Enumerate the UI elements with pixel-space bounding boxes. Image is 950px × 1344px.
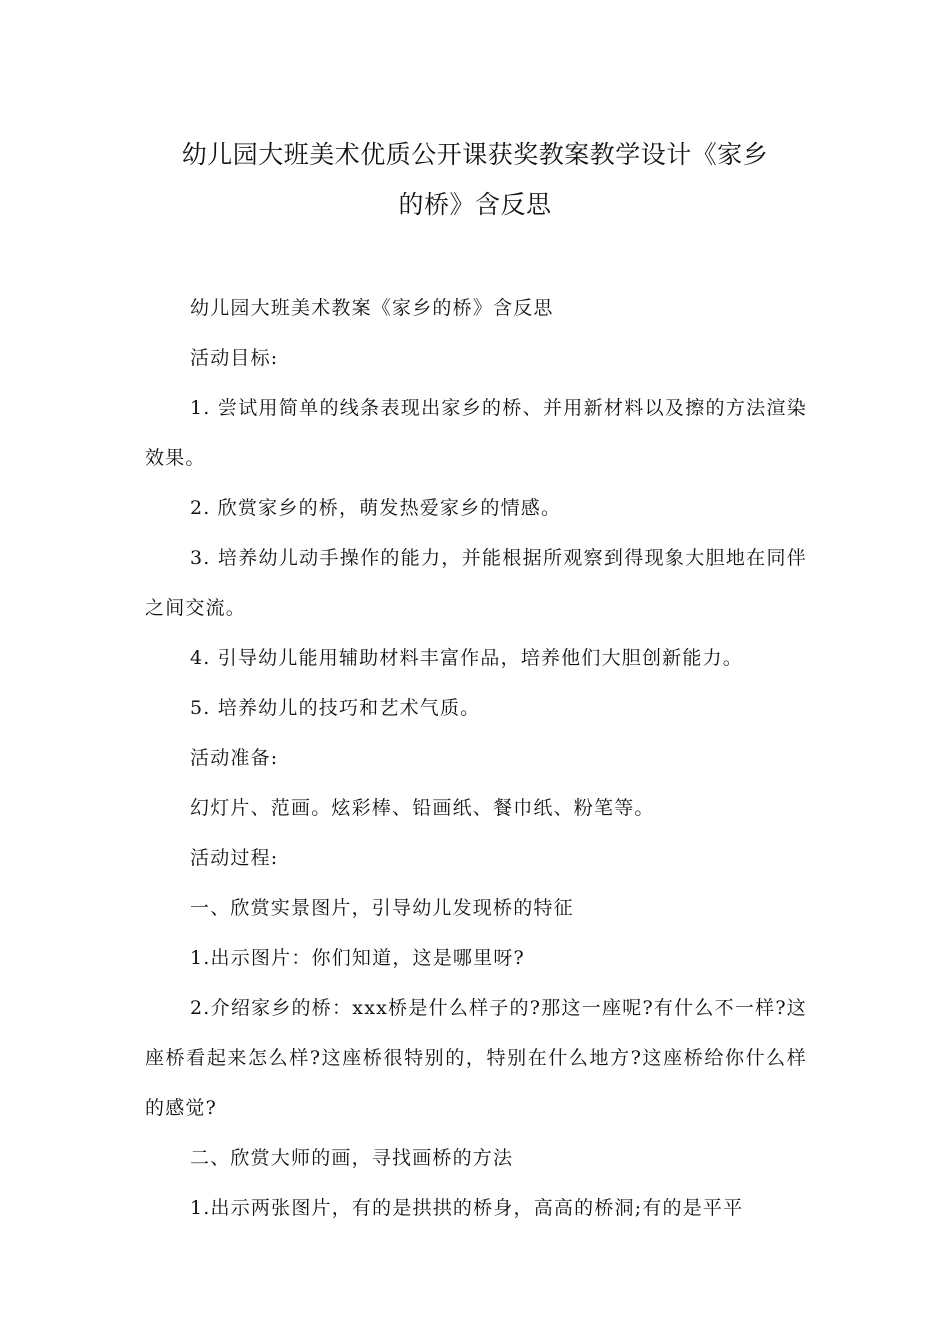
title-line-2: 的桥》含反思 bbox=[398, 190, 552, 219]
title-line-1: 幼儿园大班美术优质公开课获奖教案教学设计《家乡 bbox=[181, 140, 769, 169]
document-body bbox=[145, 283, 807, 1233]
paragraph-prep-items: 幻灯片、范画。炫彩棒、铅画纸、餐巾纸、粉笔等。 bbox=[190, 797, 655, 819]
paragraph-step-1-2: 2.介绍家乡的桥：xxx桥是什么样子的?那这一座呢?有什么不一样?这座桥看起来怎么样?这座桥很特别的，特别在什么地方?这座桥给你什么样的感觉? bbox=[145, 997, 807, 1119]
paragraph-goal-2: 2. 欣赏家乡的桥，萌发热爱家乡的情感。 bbox=[190, 497, 562, 519]
paragraph-section-2: 二、欣赏大师的画，寻找画桥的方法 bbox=[190, 1147, 514, 1169]
paragraph-subtitle: 幼儿园大班美术教案《家乡的桥》含反思 bbox=[190, 297, 554, 319]
paragraph-goal-5: 5. 培养幼儿的技巧和艺术气质。 bbox=[190, 697, 481, 719]
paragraph-goal-3: 3. 培养幼儿动手操作的能力，并能根据所观察到得现象大胆地在同伴之间交流。 bbox=[145, 547, 807, 619]
paragraph-step-1-1: 1.出示图片：你们知道，这是哪里呀? bbox=[190, 947, 525, 969]
paragraph-goal-1: 1. 尝试用简单的线条表现出家乡的桥、并用新材料以及擦的方法渲染效果。 bbox=[145, 397, 807, 469]
paragraph-prep-heading: 活动准备: bbox=[190, 747, 279, 769]
paragraph-process-heading: 活动过程: bbox=[190, 847, 279, 869]
paragraph-section-1: 一、欣赏实景图片，引导幼儿发现桥的特征 bbox=[190, 897, 574, 919]
document-title bbox=[145, 130, 805, 230]
paragraph-goal-4: 4. 引导幼儿能用辅助材料丰富作品，培养他们大胆创新能力。 bbox=[190, 647, 743, 669]
paragraph-step-2-1: 1.出示两张图片，有的是拱拱的桥身，高高的桥洞;有的是平平 bbox=[190, 1197, 744, 1219]
paragraph-goals-heading: 活动目标: bbox=[190, 347, 279, 369]
